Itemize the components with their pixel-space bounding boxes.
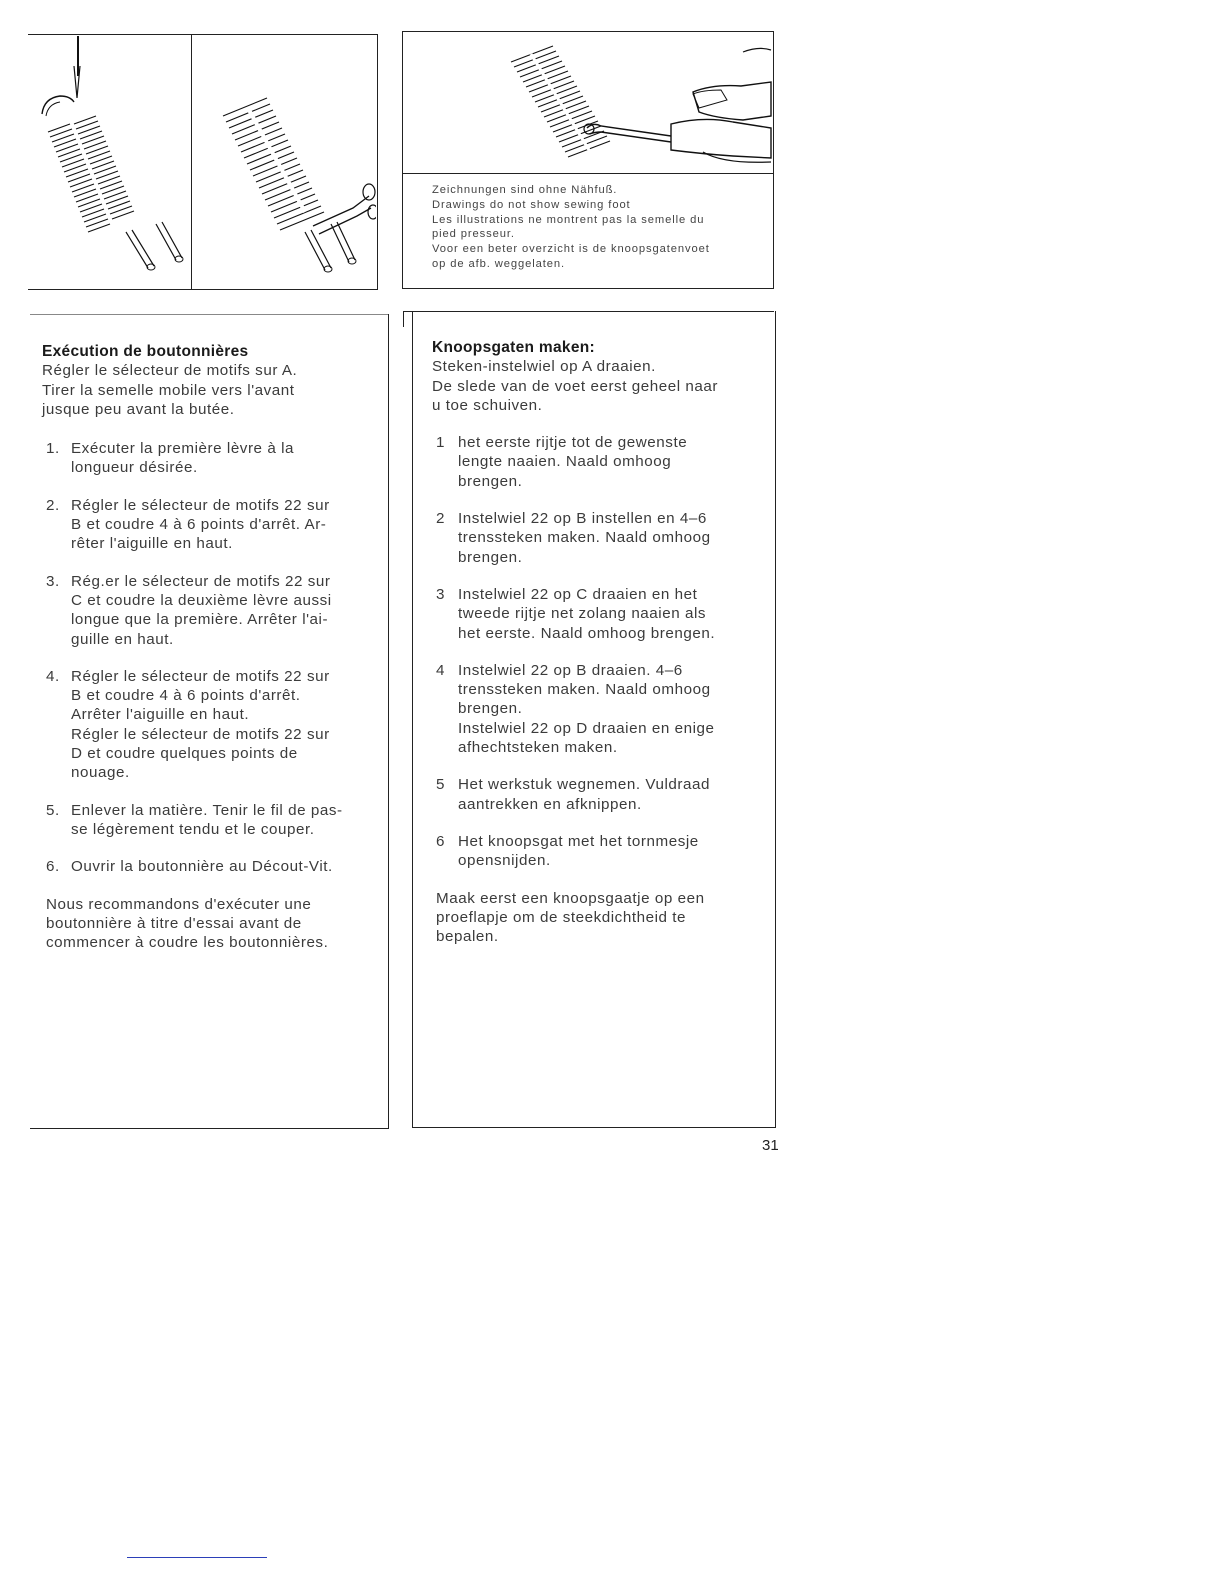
caption-line-nl-1: Voor een beter overzicht is de knoopsgatenvoet (432, 243, 710, 256)
french-panel-bottom-rule (30, 1128, 389, 1129)
dutch-panel-bottom-rule (412, 1127, 776, 1128)
dutch-step (436, 433, 770, 491)
figure-bottom-rule-left (28, 289, 378, 290)
step-number: 1 (436, 434, 445, 452)
buttonhole-figure-needle (30, 36, 190, 288)
step-text: Régler le sélecteur de motifs 22 sur B et coudre 4 à 6 points d'arrêt. Arrêter l'aiguille en haut. Régler le sélecteur de motifs 22 sur D et coudre quelques points de nouage. (71, 667, 330, 782)
buttonhole-figure-scissors (193, 36, 376, 288)
dutch-step (436, 832, 770, 871)
figure-right-bottom-rule (402, 288, 774, 289)
figure-caption (432, 183, 762, 272)
french-step (46, 857, 382, 876)
page-number: 31 (762, 1137, 779, 1154)
figure-divider (191, 34, 192, 289)
step-number: 3 (436, 585, 445, 603)
french-column (42, 342, 382, 952)
dutch-outro: Maak eerst een knoopsgaatje op een proeflapje om de steekdichtheid te bepalen. (436, 889, 705, 946)
french-step (46, 439, 382, 478)
step-text: Enlever la matière. Tenir le fil de pas- se légèrement tendu et le couper. (71, 801, 343, 838)
step-text: Rég.er le sélecteur de motifs 22 sur C et coudre la deuxième lèvre aussi longue que la première. Arrêter l'ai- guille en haut. (71, 572, 332, 648)
figure-right-caption-rule (402, 173, 774, 174)
caption-line-en: Drawings do not show sewing foot (432, 198, 631, 211)
figure-right-right-edge (773, 31, 774, 289)
step-text: Instelwiel 22 op B draaien. 4–6 trenssteken maken. Naald omhoog brengen. Instelwiel 22 op D draaien en enige afhechtsteken maken. (458, 661, 715, 757)
step-number: 4 (436, 661, 445, 679)
step-text: Ouvrir la boutonnière au Décout-Vit. (71, 858, 333, 876)
step-number: 3. (46, 572, 60, 590)
bottom-blue-rule (127, 1557, 267, 1558)
step-number: 5. (46, 801, 60, 819)
step-text: het eerste rijtje tot de gewenste lengte naaien. Naald omhoog brengen. (458, 434, 688, 490)
seam-ripper-figure (403, 32, 773, 172)
dutch-step (436, 509, 770, 567)
dutch-panel-left-edge (403, 311, 404, 327)
figure-right-edge-left (377, 34, 378, 289)
step-text: Régler le sélecteur de motifs 22 sur B et coudre 4 à 6 points d'arrêt. Ar- rêter l'aiguille en haut. (71, 496, 330, 553)
french-outro: Nous recommandons d'exécuter une boutonnière à titre d'essai avant de commencer à coudre les boutonnières. (46, 895, 329, 952)
step-number: 1. (46, 440, 60, 458)
step-number: 2 (436, 510, 445, 528)
step-number: 4. (46, 667, 60, 685)
dutch-step (436, 661, 770, 757)
caption-line-fr-1: Les illustrations ne montrent pas la semelle du (432, 213, 705, 226)
french-step (46, 801, 382, 840)
step-number: 6. (46, 858, 60, 876)
dutch-step (436, 775, 770, 814)
step-number: 6 (436, 832, 445, 850)
step-text: Exécuter la première lèvre à la longueur désirée. (71, 440, 295, 477)
french-panel-right-edge (388, 314, 389, 1128)
step-number: 5 (436, 776, 445, 794)
caption-line-nl-2: op de afb. weggelaten. (432, 257, 566, 270)
dutch-step (436, 585, 770, 643)
dutch-steps (432, 433, 770, 870)
french-step (46, 667, 382, 783)
dutch-intro: Steken-instelwiel op A draaien. De slede van de voet eerst geheel naar u toe schuiven. (432, 358, 719, 414)
french-panel-top-rule (30, 314, 388, 315)
french-title: Exécution de boutonnières (42, 343, 249, 360)
step-number: 2. (46, 496, 60, 514)
figure-top-rule-left (28, 34, 378, 35)
french-steps (42, 439, 382, 876)
dutch-panel-right-edge (775, 311, 776, 1128)
dutch-panel-left-edge-lower (412, 311, 413, 1128)
dutch-column (432, 338, 770, 946)
step-text: Het werkstuk wegnemen. Vuldraad aantrekken en afknippen. (458, 776, 711, 813)
french-step (46, 572, 382, 649)
dutch-panel-top-rule (403, 311, 774, 312)
caption-line-fr-2: pied presseur. (432, 228, 515, 241)
step-text: Het knoopsgat met het tornmesje opensnijden. (458, 832, 699, 870)
dutch-title: Knoopsgaten maken: (432, 339, 596, 356)
step-text: Instelwiel 22 op B instellen en 4–6 trenssteken maken. Naald omhoog brengen. (458, 510, 711, 566)
step-text: Instelwiel 22 op C draaien en het tweede rijtje net zolang naaien als het eerste. Naald omhoog brengen. (458, 585, 716, 642)
french-intro: Régler le sélecteur de motifs sur A. Tirer la semelle mobile vers l'avant jusque peu avant la butée. (42, 362, 298, 418)
french-step (46, 496, 382, 554)
caption-line-de: Zeichnungen sind ohne Nähfuß. (432, 184, 618, 196)
